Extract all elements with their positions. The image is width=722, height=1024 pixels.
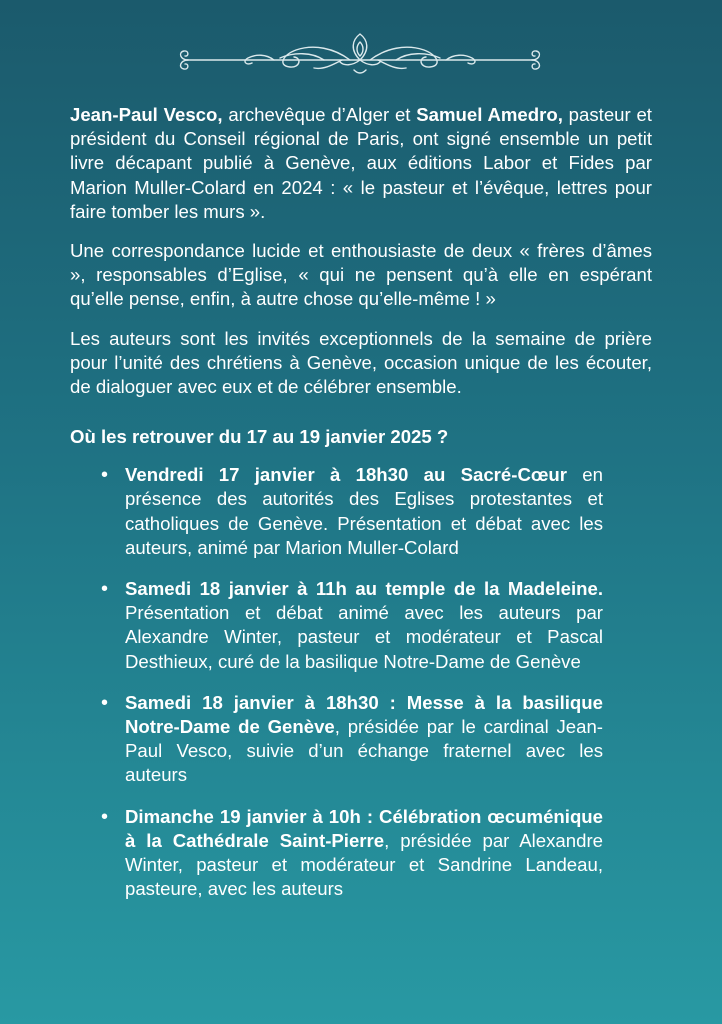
event-highlight: Vendredi 17 janvier à 18h30 au Sacré-Cœur — [125, 464, 568, 486]
bullet-icon: • — [101, 805, 109, 828]
section-title: Où les retrouver du 17 au 19 janvier 2025 ? — [70, 426, 449, 448]
event-item — [101, 691, 603, 788]
intro-paragraph-1 — [70, 103, 652, 224]
event-item — [101, 463, 603, 560]
author-name-amedro: Samuel Amedro, — [416, 104, 563, 125]
intro-text: archevêque d’Alger et — [222, 104, 417, 125]
bullet-icon: • — [101, 691, 109, 714]
event-description: , présidée par le cardinal Jean-Paul Vesco, suivie d’un échange fraternel avec les auteurs — [125, 716, 603, 786]
intro-text: Une correspondance lucide et enthousiaste de deux « frères d’âmes », responsables d’Eglise, « qui ne pensent qu’à elle en espérant qu’elle pense, enfin, à autre chose qu’elle-même ! » — [70, 240, 652, 310]
article-body — [70, 103, 652, 918]
event-description: en présence des autorités des Eglises protestantes et catholiques de Genève. Présentation et débat avec les auteurs, animé par Marion Muller-Colard — [125, 464, 603, 558]
event-description: Présentation et débat animé avec les auteurs par Alexandre Winter, pasteur et modérateur et Pascal Desthieux, curé de la basilique Notre-Dame de Genève — [125, 602, 603, 672]
intro-text: pasteur et président du Conseil régional de Paris, ont signé ensemble un petit livre décapant publié à Genève, aux éditions Labor et Fides par Marion Muller-Colard en 2024 : « le pasteur et l’évêque, lettres pour faire tomber les murs ». — [70, 104, 652, 222]
author-name-vesco: Jean-Paul Vesco, — [70, 104, 223, 125]
intro-paragraph-3 — [70, 327, 652, 400]
event-item — [101, 577, 603, 674]
decorative-flourish-icon — [174, 30, 546, 76]
event-highlight: Dimanche 19 janvier à 10h : Célébration œcuménique à la Cathédrale Saint-Pierre — [125, 805, 603, 851]
intro-text: Les auteurs sont les invités exceptionnels de la semaine de prière pour l’unité des chrétiens à Genève, occasion unique de les écouter, de dialoguer avec eux et de célébrer ensemble. — [70, 327, 652, 398]
bullet-icon: • — [101, 464, 109, 487]
event-highlight: Samedi 18 janvier à 11h au temple de la Madeleine. — [125, 578, 603, 600]
bullet-icon: • — [101, 578, 109, 601]
event-highlight: Samedi 18 janvier à 18h30 : Messe à la basilique Notre-Dame de Genève — [125, 691, 603, 738]
event-description: , présidée par Alexandre Winter, pasteur et modérateur et Sandrine Landeau, pasteure, avec les auteurs — [125, 829, 603, 900]
event-list — [70, 463, 652, 901]
intro-paragraph-2 — [70, 239, 652, 312]
event-item — [101, 805, 603, 902]
